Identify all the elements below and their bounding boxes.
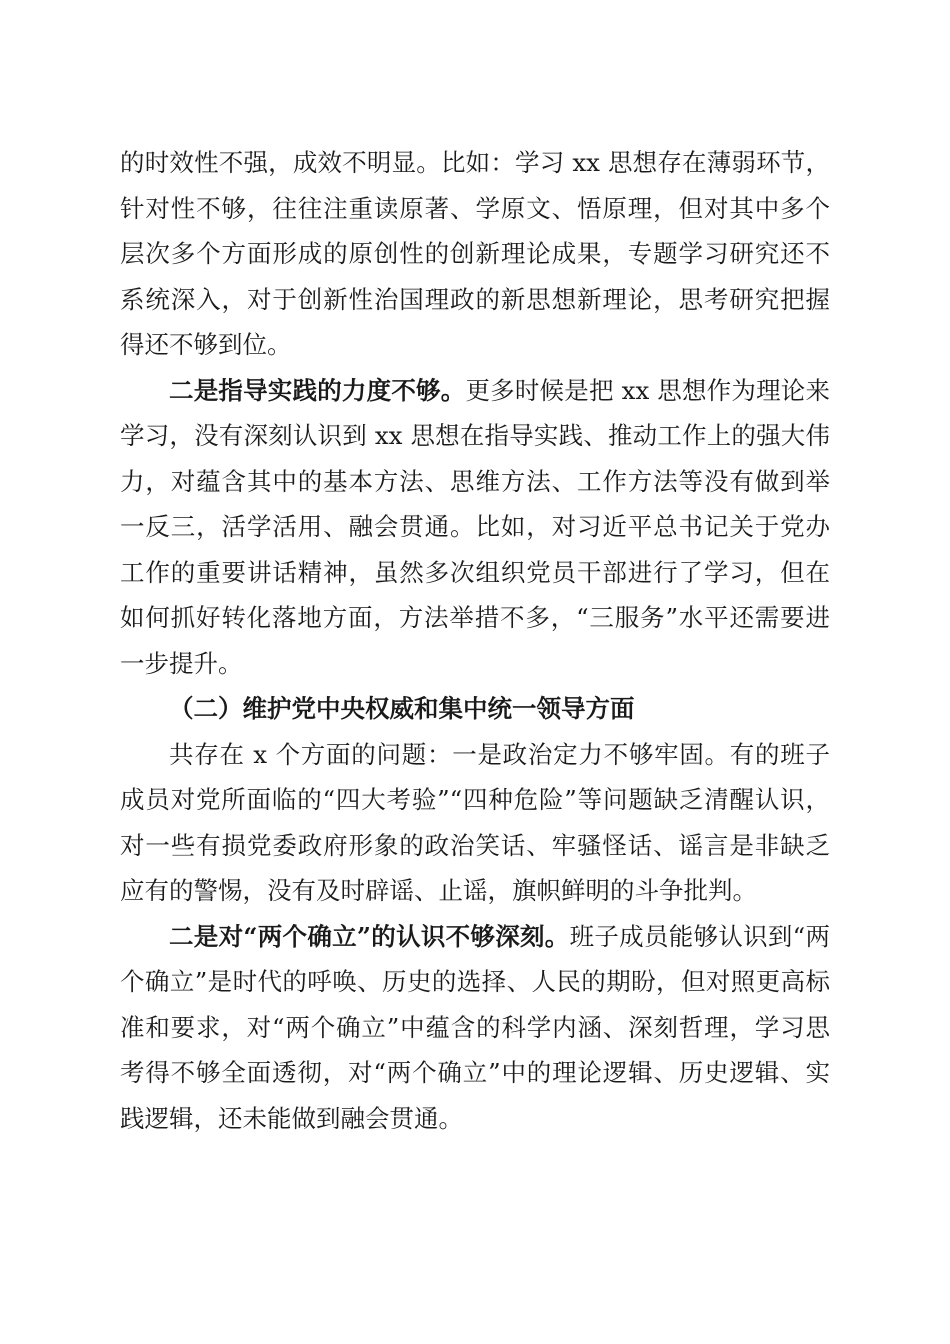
paragraph-text: 更多时候是把 xx 思想作为理论来学习，没有深刻认识到 xx 思想在指导实践、推动工作上的强大伟力，对蕴含其中的基本方法、思维方法、工作方法等没有做到举一反三，活学活用、融会贯通。比如，对习近平总书记关于党办工作的重要讲话精神，虽然多次组织党员干部进行了学习，但在如何抓好转化落地方面，方法举措不多，“三服务”水平还需要进一步提升。 (120, 375, 830, 678)
paragraph-text: 班子成员能够认识到“两个确立”是时代的呼唤、历史的选择、人民的期盼，但对照更高标准和要求，对“两个确立”中蕴含的科学内涵、深刻哲理，学习思考得不够全面透彻，对“两个确立”中的理论逻辑、历史逻辑、实践逻辑，还未能做到融会贯通。 (120, 921, 830, 1133)
paragraph-lead: 二是对“两个确立”的认识不够深刻。 (169, 921, 570, 951)
paragraph-lead: 二是指导实践的力度不够。 (169, 375, 466, 405)
paragraph-text: 的时效性不强，成效不明显。比如：学习 xx 思想存在薄弱环节，针对性不够，往往注重读原著、学原文、悟原理，但对其中多个层次多个方面形成的原创性的创新理论成果，专题学习研究还不系统深入，对于创新性治国理政的新思想新理论，思考研究把握得还不够到位。 (120, 148, 830, 359)
paragraph-continuation (120, 140, 830, 368)
paragraph-two-establishments (120, 914, 830, 1142)
paragraph-political-stance (120, 732, 830, 914)
section-heading: （二）维护党中央权威和集中统一领导方面 (169, 694, 635, 723)
paragraph-guidance-practice (120, 368, 830, 687)
paragraph-text: 共存在 x 个方面的问题：一是政治定力不够牢固。有的班子成员对党所面临的“四大考验”“四种危险”等问题缺乏清醒认识，对一些有损党委政府形象的政治笑话、牢骚怪话、谣言是非缺乏应有的警惕，没有及时辟谣、止谣，旗帜鲜明的斗争批判。 (120, 739, 830, 905)
document-body (120, 140, 830, 1141)
